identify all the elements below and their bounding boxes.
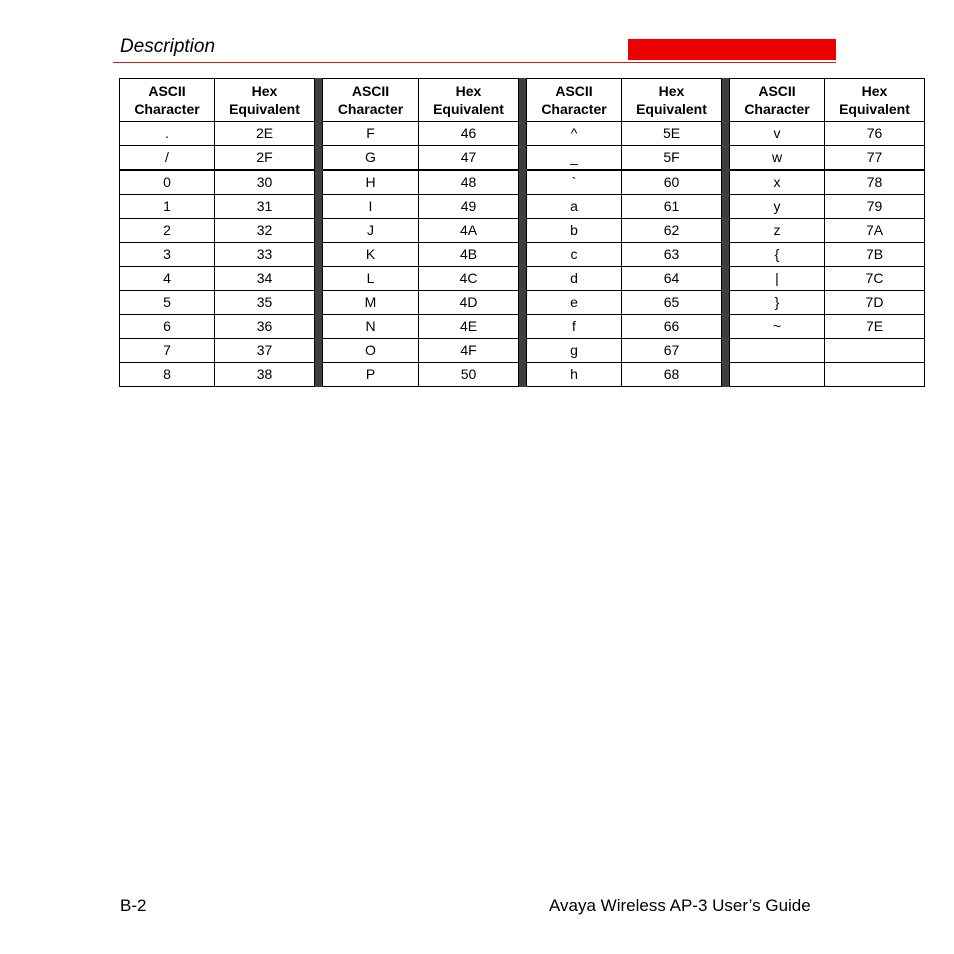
group-separator bbox=[315, 339, 323, 363]
ascii-character-cell: ~ bbox=[730, 315, 825, 339]
group-separator bbox=[722, 243, 730, 267]
ascii-character-cell: b bbox=[527, 219, 622, 243]
table-body bbox=[120, 122, 925, 387]
ascii-character-cell: } bbox=[730, 291, 825, 315]
hex-equivalent-cell: 37 bbox=[215, 339, 315, 363]
header-text: Hex bbox=[861, 83, 888, 99]
ascii-character-cell: . bbox=[120, 122, 215, 146]
hex-equivalent-cell: 76 bbox=[825, 122, 925, 146]
ascii-character-cell: 7 bbox=[120, 339, 215, 363]
group-separator bbox=[315, 122, 323, 146]
group-separator bbox=[519, 146, 527, 171]
group-separator bbox=[722, 79, 730, 122]
ascii-character-cell: F bbox=[323, 122, 419, 146]
header-rule bbox=[113, 62, 836, 63]
ascii-character-cell: 0 bbox=[120, 170, 215, 195]
hex-equivalent-cell: 34 bbox=[215, 267, 315, 291]
hex-equivalent-cell: 78 bbox=[825, 170, 925, 195]
hex-equivalent-cell: 77 bbox=[825, 146, 925, 171]
header-text: Character bbox=[337, 101, 404, 117]
hex-equivalent-cell: 7B bbox=[825, 243, 925, 267]
ascii-character-cell: 8 bbox=[120, 363, 215, 387]
hex-equivalent-cell: 47 bbox=[419, 146, 519, 171]
header-text: ASCII bbox=[351, 83, 390, 99]
ascii-character-cell bbox=[730, 363, 825, 387]
table-header-row bbox=[120, 79, 925, 122]
hex-equivalent-cell: 60 bbox=[622, 170, 722, 195]
ascii-character-cell: { bbox=[730, 243, 825, 267]
ascii-character-cell: / bbox=[120, 146, 215, 171]
column-header-ascii-character bbox=[120, 79, 215, 122]
hex-equivalent-cell: 48 bbox=[419, 170, 519, 195]
group-separator bbox=[722, 170, 730, 195]
ascii-character-cell: y bbox=[730, 195, 825, 219]
ascii-character-cell: ^ bbox=[527, 122, 622, 146]
group-separator bbox=[519, 195, 527, 219]
ascii-character-cell: f bbox=[527, 315, 622, 339]
ascii-character-cell: w bbox=[730, 146, 825, 171]
column-header-hex-equivalent bbox=[622, 79, 722, 122]
table-row bbox=[120, 363, 925, 387]
hex-equivalent-cell: 4A bbox=[419, 219, 519, 243]
ascii-character-cell: L bbox=[323, 267, 419, 291]
hex-equivalent-cell: 62 bbox=[622, 219, 722, 243]
ascii-character-cell bbox=[730, 339, 825, 363]
table-row bbox=[120, 195, 925, 219]
column-header-hex-equivalent bbox=[419, 79, 519, 122]
hex-equivalent-cell: 61 bbox=[622, 195, 722, 219]
group-separator bbox=[315, 195, 323, 219]
page-number: B-2 bbox=[120, 896, 147, 915]
ascii-character-cell: 5 bbox=[120, 291, 215, 315]
hex-equivalent-cell: 38 bbox=[215, 363, 315, 387]
header-text: ASCII bbox=[758, 83, 796, 99]
hex-equivalent-cell: 30 bbox=[215, 170, 315, 195]
ascii-character-cell: h bbox=[527, 363, 622, 387]
hex-equivalent-cell: 36 bbox=[215, 315, 315, 339]
ascii-character-cell: H bbox=[323, 170, 419, 195]
ascii-character-cell: O bbox=[323, 339, 419, 363]
hex-equivalent-cell: 2F bbox=[215, 146, 315, 171]
header-text: ASCII bbox=[555, 83, 593, 99]
ascii-character-cell: g bbox=[527, 339, 622, 363]
hex-equivalent-cell: 7D bbox=[825, 291, 925, 315]
hex-equivalent-cell: 46 bbox=[419, 122, 519, 146]
ascii-character-cell: c bbox=[527, 243, 622, 267]
ascii-character-cell: 2 bbox=[120, 219, 215, 243]
header-text: Character bbox=[744, 101, 810, 117]
hex-equivalent-cell: 64 bbox=[622, 267, 722, 291]
ascii-character-cell: P bbox=[323, 363, 419, 387]
group-separator bbox=[722, 195, 730, 219]
header-text: Equivalent bbox=[839, 101, 910, 117]
hex-equivalent-cell: 4E bbox=[419, 315, 519, 339]
hex-equivalent-cell: 5E bbox=[622, 122, 722, 146]
column-header-ascii-character bbox=[323, 79, 419, 122]
group-separator bbox=[315, 363, 323, 387]
hex-equivalent-cell: 5F bbox=[622, 146, 722, 171]
hex-equivalent-cell: 79 bbox=[825, 195, 925, 219]
hex-equivalent-cell: 4C bbox=[419, 267, 519, 291]
column-header-ascii-character bbox=[527, 79, 622, 122]
header-text: Hex bbox=[658, 83, 685, 99]
guide-title: Avaya Wireless AP-3 User’s Guide bbox=[549, 896, 811, 915]
hex-equivalent-cell: 7A bbox=[825, 219, 925, 243]
hex-equivalent-cell: 31 bbox=[215, 195, 315, 219]
group-separator bbox=[315, 146, 323, 171]
ascii-character-cell: z bbox=[730, 219, 825, 243]
header-text: Equivalent bbox=[636, 101, 707, 117]
group-separator bbox=[722, 219, 730, 243]
ascii-character-cell: G bbox=[323, 146, 419, 171]
hex-equivalent-cell: 32 bbox=[215, 219, 315, 243]
hex-equivalent-cell: 4B bbox=[419, 243, 519, 267]
ascii-character-cell: K bbox=[323, 243, 419, 267]
hex-equivalent-cell: 35 bbox=[215, 291, 315, 315]
group-separator bbox=[722, 315, 730, 339]
header-text: ASCII bbox=[148, 83, 186, 99]
hex-equivalent-cell: 67 bbox=[622, 339, 722, 363]
hex-equivalent-cell: 49 bbox=[419, 195, 519, 219]
group-separator bbox=[315, 219, 323, 243]
group-separator bbox=[722, 267, 730, 291]
table-row bbox=[120, 219, 925, 243]
table-row bbox=[120, 122, 925, 146]
group-separator bbox=[722, 291, 730, 315]
group-separator bbox=[722, 122, 730, 146]
hex-equivalent-cell: 50 bbox=[419, 363, 519, 387]
hex-equivalent-cell: 7E bbox=[825, 315, 925, 339]
ascii-character-cell: | bbox=[730, 267, 825, 291]
table-row bbox=[120, 315, 925, 339]
hex-equivalent-cell: 65 bbox=[622, 291, 722, 315]
group-separator bbox=[722, 363, 730, 387]
group-separator bbox=[722, 146, 730, 171]
group-separator bbox=[519, 339, 527, 363]
header-accent-bar bbox=[628, 39, 836, 60]
group-separator bbox=[519, 315, 527, 339]
group-separator bbox=[315, 79, 323, 122]
group-separator bbox=[519, 243, 527, 267]
column-header-ascii-character bbox=[730, 79, 825, 122]
ascii-character-cell: 1 bbox=[120, 195, 215, 219]
header-text: Character bbox=[541, 101, 607, 117]
group-separator bbox=[722, 339, 730, 363]
column-header-hex-equivalent bbox=[825, 79, 925, 122]
ascii-character-cell: I bbox=[323, 195, 419, 219]
hex-equivalent-cell: 7C bbox=[825, 267, 925, 291]
header-text: Hex bbox=[251, 83, 278, 99]
hex-equivalent-cell: 4D bbox=[419, 291, 519, 315]
ascii-character-cell: a bbox=[527, 195, 622, 219]
group-separator bbox=[315, 170, 323, 195]
header-text: Hex bbox=[455, 83, 482, 99]
group-separator bbox=[315, 291, 323, 315]
table-row bbox=[120, 291, 925, 315]
ascii-character-cell: 3 bbox=[120, 243, 215, 267]
group-separator bbox=[519, 170, 527, 195]
ascii-character-cell: e bbox=[527, 291, 622, 315]
hex-equivalent-cell: 33 bbox=[215, 243, 315, 267]
ascii-character-cell: v bbox=[730, 122, 825, 146]
table-row bbox=[120, 243, 925, 267]
ascii-character-cell: _ bbox=[527, 146, 622, 171]
header-text: Equivalent bbox=[433, 101, 504, 117]
group-separator bbox=[315, 243, 323, 267]
table-row bbox=[120, 170, 925, 195]
group-separator bbox=[519, 291, 527, 315]
group-separator bbox=[519, 122, 527, 146]
ascii-character-cell: 6 bbox=[120, 315, 215, 339]
group-separator bbox=[519, 79, 527, 122]
group-separator bbox=[519, 219, 527, 243]
hex-equivalent-cell: 68 bbox=[622, 363, 722, 387]
ascii-character-cell: 4 bbox=[120, 267, 215, 291]
group-separator bbox=[315, 267, 323, 291]
column-header-hex-equivalent bbox=[215, 79, 315, 122]
header-text: Equivalent bbox=[229, 101, 300, 117]
hex-equivalent-cell: 4F bbox=[419, 339, 519, 363]
hex-equivalent-cell: 2E bbox=[215, 122, 315, 146]
header-text: Character bbox=[134, 101, 200, 117]
ascii-character-cell: x bbox=[730, 170, 825, 195]
hex-equivalent-cell bbox=[825, 363, 925, 387]
ascii-character-cell: d bbox=[527, 267, 622, 291]
table-row bbox=[120, 146, 925, 171]
section-title: Description bbox=[120, 36, 216, 57]
group-separator bbox=[315, 315, 323, 339]
group-separator bbox=[519, 267, 527, 291]
ascii-character-cell: ` bbox=[527, 170, 622, 195]
hex-equivalent-cell: 66 bbox=[622, 315, 722, 339]
ascii-hex-table bbox=[119, 78, 925, 387]
hex-equivalent-cell: 63 bbox=[622, 243, 722, 267]
table-row bbox=[120, 339, 925, 363]
ascii-character-cell: M bbox=[323, 291, 419, 315]
ascii-character-cell: N bbox=[323, 315, 419, 339]
group-separator bbox=[519, 363, 527, 387]
table-row bbox=[120, 267, 925, 291]
hex-equivalent-cell bbox=[825, 339, 925, 363]
ascii-character-cell: J bbox=[323, 219, 419, 243]
